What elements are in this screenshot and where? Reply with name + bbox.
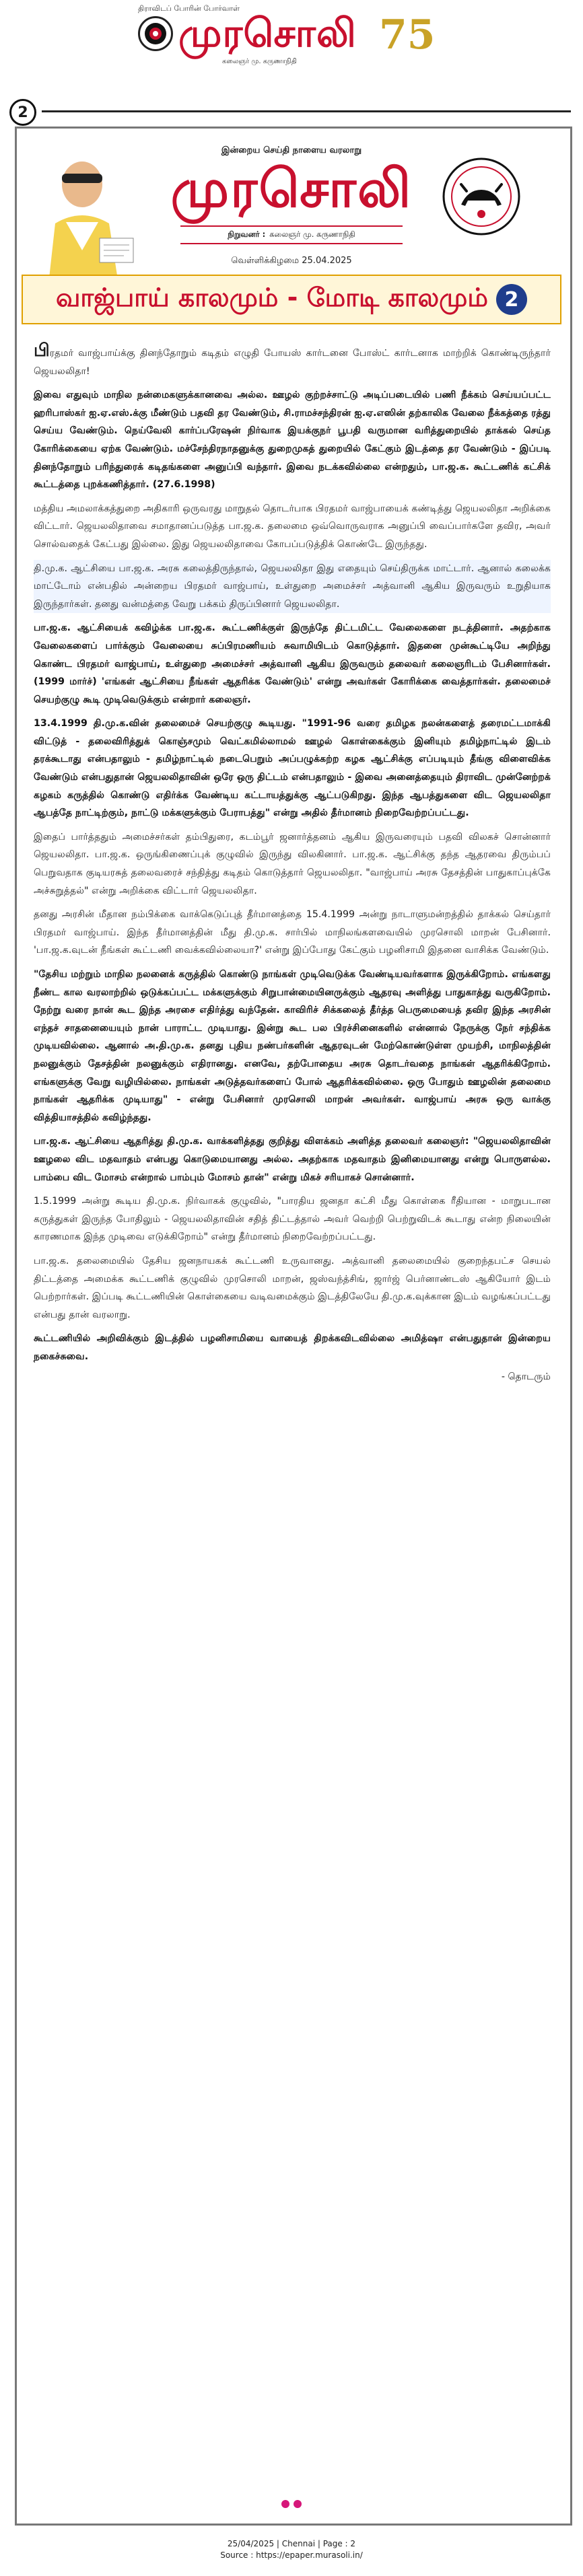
article-paragraph: பா.ஜ.க. ஆட்சியைக் கவிழ்க்க பா.ஜ.க. கூட்டணிக்குள் இருந்தே திட்டமிட்ட வேலைகளை நடத்தினார். அதற்காக வேலைகளைப் பார்க்கும் வேலையை சுப்பிரமணியம் சுவாமியிடம் கொடுத்தார். இதனை முன்கூட்டியே அறிந்து கொண்ட பிரதமர் வாஜ்பாய், உள்துறை அமைச்சர் அத்வானி ஆகிய இருவரும் தலைவர் கலைஞரிடம் பேசினார்கள். (1999 மார்ச்) 'எங்கள் ஆட்சியை நீங்கள் ஆதரிக்க வேண்டும்' என்று அவர்கள் கோரிக்கை வைத்தார்கள். தலைமைச் செயற்குழு கூடி முடிவெடுக்கும் என்றார் கலைஞர். bbox=[34, 622, 551, 705]
article-paragraph: இதைப் பார்த்ததும் அமைச்சர்கள் தம்பிதுரை, கடம்பூர் ஜனார்த்தனம் ஆகிய இருவரையும் பதவி விலகச் சொன்னார் ஜெயலலிதா. பா.ஜ.க. ஒருங்கிணைப்புக் குழுவில் இருந்து விலகினார். பா.ஜ.க. ஆட்சிக்கு தந்த ஆதரவை திரும்பப் பெறுவதாக குடியரசுத் தலைவரைச் சந்தித்து கடிதம் கொடுத்தார் ஜெயலலிதா. "வாஜ்பாய் அரசு தேசத்தின் பாதுகாப்புக்கே அச்சுறுத்தல்" என்று அறிக்கை விட்டார் ஜெயலலிதா. bbox=[34, 831, 551, 896]
page-footer bbox=[0, 2538, 583, 2561]
issue-date: வெள்ளிக்கிழமை 25.04.2025 bbox=[231, 256, 352, 266]
page-top-rule bbox=[42, 110, 571, 112]
article-paragraph: கூட்டணியில் அறிவிக்கும் இடத்தில் பழனிசாமியை வாயைத் திறக்கவிடவில்லை அமித்ஷா என்பதுதான் இன்றைய நகைச்சுவை. bbox=[34, 1333, 551, 1362]
continued-note: - தொடரும் bbox=[501, 1371, 551, 1383]
newspaper-logo: முரசொலி bbox=[170, 158, 413, 219]
anniversary-75-icon bbox=[374, 7, 448, 61]
series-label: இன்றைய செய்தி நாளைய வரலாறு bbox=[221, 145, 362, 155]
party-seal-icon bbox=[441, 156, 522, 237]
part-number-badge: 2 bbox=[496, 284, 527, 315]
article-paragraph: மத்திய அமலாக்கத்துறை அதிகாரி ஒருவரது மாறுதல் தொடர்பாக பிரதமர் வாஜ்பாயைக் கண்டித்து ஜெயலலிதா அறிக்கை விட்டார். ஜெயலலிதாவை சமாதானப்படுத்த பா.ஜ.க. தலைமை ஒவ்வொருவராக அனுப்பி வைப்பார்களே தவிர, அவர் சொல்வதைக் கேட்பது இல்லை. இது ஜெயலலிதாவை கோபப்படுத்திக் கொண்டே இருந்தது. bbox=[34, 503, 551, 550]
article-paragraph: இவை எதுவும் மாநில நன்மைகளுக்கானவை அல்ல. ஊழல் குற்றச்சாட்டு அடிப்படையில் பணி நீக்கம் செய்யப்பட்ட ஹரிபாஸ்கர் ஐ.ஏ.எஸ்.க்கு மீண்டும் பதவி தர வேண்டும், சி.ராமச்சந்திரன் ஐ.ஏ.எஸின் தற்காலிக வேலை நீக்கத்தை ரத்து செய்ய வேண்டும். நெய்வேலி கார்ப்பரேஷன் நிர்வாக இயக்குநர் பூபதி வருமான வரித்துறையில் தாக்கல் செய்த கோரிக்கையை ஏற்க வேண்டும். மச்சேந்திரநாதனுக்கு துறைமுகத் துறையில் கேட்கும் இடத்தை தர வேண்டும் - இப்படி தினந்தோறும் பரிந்துரைக் கடிதங்களை அனுப்பி வந்தார். இவை நடக்கவில்லை என்றதும், பா.ஜ.க. கூட்டணிக் கட்சிக் கூட்டத்தை புறக்கணித்தார். (27.6.1998) bbox=[34, 390, 551, 491]
founder-label: நிறுவனர் : bbox=[228, 229, 266, 239]
article-title-box bbox=[22, 275, 561, 324]
masthead bbox=[0, 0, 583, 87]
page-end-dots-icon bbox=[0, 2498, 583, 2511]
footer-date-line: 25/04/2025 | Chennai | Page : 2 bbox=[227, 2539, 356, 2548]
anniversary-number: 75 bbox=[379, 11, 436, 59]
founder-bar bbox=[180, 225, 403, 244]
article-paragraph: "தேசிய மற்றும் மாநில நலனைக் கருத்தில் கொண்டு நாங்கள் முடிவெடுக்க வேண்டியவர்களாக இருக்கிறோம். எங்களது நீண்ட கால வரலாற்றில் ஒடுக்கப்பட்ட மக்களுக்கும் சிறுபான்மையினருக்கும் ஆதரவு அளித்து பாதுகாத்து வருகிறோம். நேற்று வரை நான் கூட இந்த அரசை எதிர்த்து வந்தேன். காவிரிச் சிக்கலைத் தீர்த்த பெருமையைத் தவிர இந்த அரசின் எந்தச் சாதனையையும் நான் பாராட்ட முடியாது. இன்று கூட பல பிரச்சினைகளில் என்னால் நேருக்கு நேர் சந்திக்க முடியவில்லை. ஆனால் அ.தி.மு.க. தனது புதிய நண்பர்களின் ஆதரவுடன் மேற்கொண்டுள்ள முயற்சி, மாநிலத்தின் நலனுக்கும் தேசத்தின் நலனுக்கும் எதிரானது. எனவே, தற்போதைய அரசு தொடர்வதை நாங்கள் ஆதரிக்கிறோம். எங்களுக்கு வேறு வழியில்லை. நாங்கள் அடுத்தவர்களைப் போல் ஆதரிக்கவில்லை. ஒரு போதும் ஊழலின் தலைமை நாங்கள் ஆதரிக்க முடியாது" - என்று பேசினார் முரசொலி மாறன் அவர்கள். வாஜ்பாய் அரசு ஒரு வாக்கு வித்தியாசத்தில் கவிழ்ந்தது. bbox=[34, 969, 551, 1123]
article-paragraph: 1.5.1999 அன்று கூடிய தி.மு.க. நிர்வாகக் குழுவில், "பாரதிய ஜனதா கட்சி மீது கொள்கை ரீதியான - மாறுபடான கருத்துகள் இருந்த போதிலும் - ஜெயலலிதாவின் சதித் திட்டத்தால் அவர் வெற்றி பெற்றுவிடக் கூடாது என்ற நிலையின் காரணமாக இந்த முடிவை எடுக்கிறோம்" என்று தீர்மானம் நிறைவேற்றப்பட்டது. bbox=[34, 1196, 551, 1243]
founder-name: கலைஞர் மு. கருணாநிதி bbox=[269, 229, 355, 239]
page-number-badge bbox=[0, 98, 61, 127]
article-paragraph: பிரதமர் வாஜ்பாய்க்கு தினந்தோறும் கடிதம் எழுதி போயஸ் கார்டனை போஸ்ட் கார்டனாக மாற்றிக் கொண்டிருந்தார் ஜெயலலிதா! bbox=[34, 341, 551, 377]
masthead-tagline: திராவிடப் போரின் போர்வாள் bbox=[138, 4, 240, 13]
article-paragraph: பா.ஜ.க. தலைமையில் தேசிய ஜனநாயகக் கூட்டணி உருவானது. அத்வானி தலைமையில் குறைந்தபட்ச செயல் திட்டத்தை அமைக்க கூட்டணிக் குழுவில் முரசொலி மாறன், ஜஸ்வந்த்சிங், ஜார்ஜ் பெர்னாண்டஸ் ஆகியோர் இடம் பெற்றார்கள். இப்படி கூட்டணியின் கொள்கையை வடிவமைக்கும் இடத்திலேயே தி.மு.க.வுக்கான இடம் வழங்கப்பட்டது என்பது தான் வரலாறு. bbox=[34, 1255, 551, 1320]
party-emblem-icon bbox=[138, 16, 173, 51]
footer-source-line: Source : https://epaper.murasoli.in/ bbox=[220, 2550, 363, 2560]
article-paragraph: தி.மு.க. ஆட்சியை பா.ஜ.க. அரசு கலைத்திருந்தால், ஜெயலலிதா இது எதையும் செய்திருக்க மாட்டார். ஆனால் கலைக்க மாட்டோம் என்பதில் அன்றைய பிரதமர் வாஜ்பாய், உள்துறை அமைச்சர் அத்வானி ஆகிய இருவரும் உறுதியாக இருந்தார்கள். தனது வன்மத்தை வேறு பக்கம் திருப்பினார் ஜெயலலிதா. bbox=[34, 560, 551, 614]
masthead-logo: முரசொலி bbox=[178, 10, 357, 56]
page-number: 2 bbox=[9, 99, 36, 126]
article-paragraph: பா.ஜ.க. ஆட்சியை ஆதரித்து தி.மு.க. வாக்களித்தது குறித்து விளக்கம் அளித்த தலைவர் கலைஞர்: "ஜெயலலிதாவின் ஊழலை விட மதவாதம் என்பது கொடுமையானது அல்ல. அதற்காக மதவாதம் இனிமையானது என்று பொருளல்ல. பாம்பை விட மோசம் என்றால் பாம்பும் மோசம் தான்" என்று மிகச் சரியாகச் சொன்னார். bbox=[34, 1136, 551, 1183]
article-body bbox=[34, 342, 551, 1384]
article-paragraph: 13.4.1999 தி.மு.க.வின் தலைமைச் செயற்குழு கூடியது. "1991-96 வரை தமிழக நலன்களைத் தரைமட்டமாக்கி விட்டுத் - தலைவிரித்துக் கொஞ்சமும் வெட்கமில்லாமல் ஊழல் கொள்கைக்கும் இனியும் தமிழ்நாட்டில் இடம் தரக்கூடாது என்பதாலும் - தமிழ்நாட்டில் நடைபெறும் அப்பழுக்கற்ற கழக ஆட்சிக்கு எப்படியும் தீங்கு விளைவிக்க வேண்டும் என்பதுதான் ஜெயலலிதாவின் ஒரே ஒரு திட்டம் என்பதாலும் - இவை அனைத்தையும் திராவிட முன்னேற்றக் கழகம் கருத்தில் கொண்டு எதிர்க்க வேண்டிய கட்டாயத்துக்கு ஆட்படுகிறது. இந்த ஆபத்துகளை விட ஜெயலலிதா ஆபத்தே நாட்டிற்கும், நாட்டு மக்களுக்கும் பேராபத்து" என்று அதில் தீர்மானம் நிறைவேற்றப்பட்டது. bbox=[34, 718, 551, 819]
article-title: வாஜ்பாய் காலமும் - மோடி காலமும் bbox=[56, 283, 488, 312]
masthead-subtitle: கலைஞர் மு. கருணாநிதி bbox=[222, 58, 297, 65]
article-paragraph: தனது அரசின் மீதான நம்பிக்கை வாக்கெடுப்புத் தீர்மானத்தை 15.4.1999 அன்று நாடாளுமன்றத்தில் தாக்கல் செய்தார் பிரதமர் வாஜ்பாய். இந்த தீர்மானத்தின் மீது தி.மு.க. சார்பில் மாநிலங்களவையில் முரசொலி மாறன் பேசினார். 'பா.ஜ.க.வுடன் நீங்கள் கூட்டணி வைக்கவில்லையா?' என்று இப்போது கேட்கும் பழனிசாமி இதனை வாசிக்க வேண்டும். bbox=[34, 909, 551, 956]
